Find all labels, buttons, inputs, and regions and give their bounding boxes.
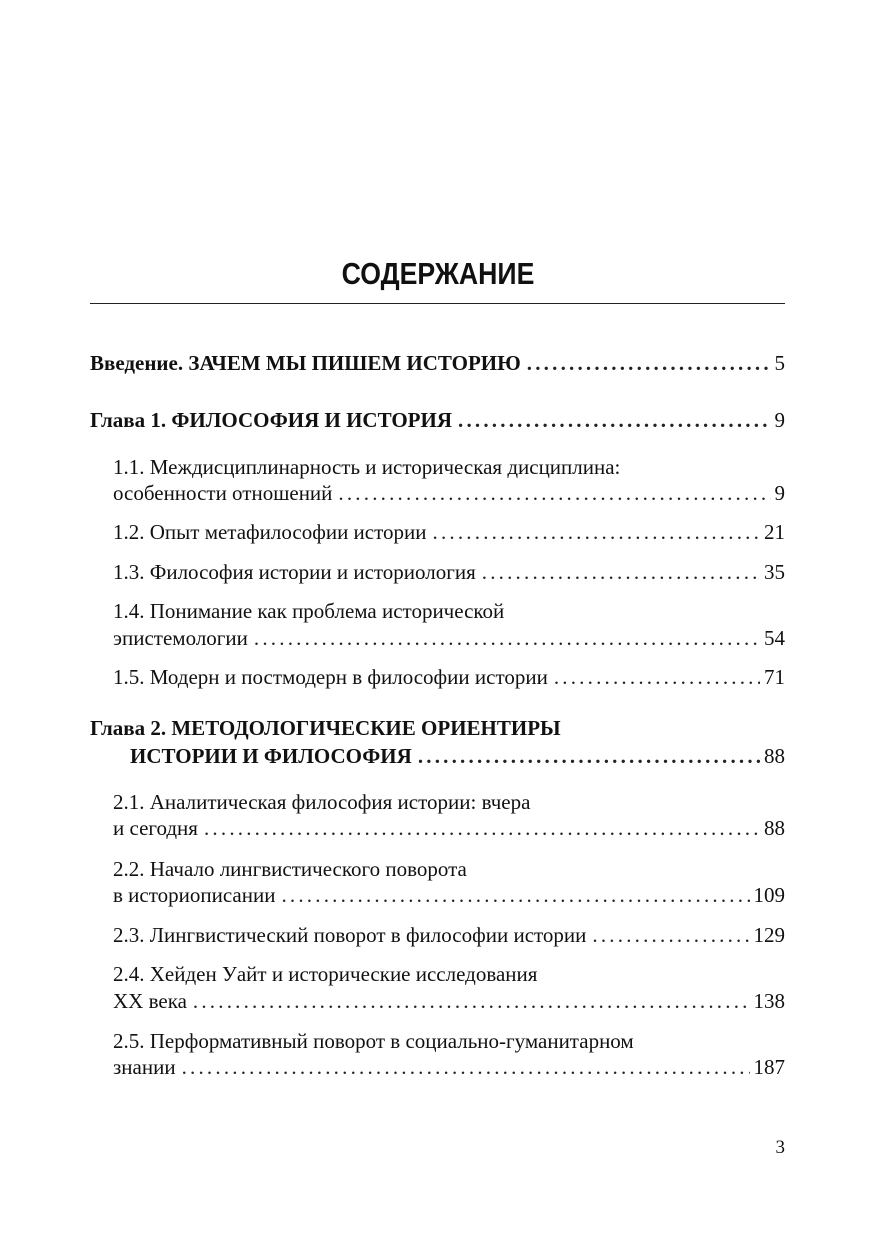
toc-page-number: 9 [774, 408, 785, 432]
toc-page-number: 5 [774, 351, 785, 375]
toc-page-number: 88 [764, 816, 785, 840]
toc-entry-text: в историописании [113, 883, 276, 907]
dot-leader [281, 882, 749, 908]
toc-page-number: 35 [764, 560, 785, 584]
dot-leader [418, 743, 760, 769]
toc-entry-1-1-line2[interactable] [113, 480, 785, 506]
toc-entry-2-2-line1[interactable] [113, 856, 785, 882]
toc-page-number: 129 [753, 923, 785, 947]
toc-page-number: 71 [764, 665, 785, 689]
toc-entry-1-4-line1[interactable] [113, 598, 785, 624]
toc-entry-2-1-line2[interactable] [113, 815, 785, 841]
toc-entry-text: 2.4. Хейден Уайт и исторические исследования [113, 962, 538, 986]
toc-entry-text: 2.5. Перформативный поворот в социально-гуманитарном [113, 1029, 634, 1053]
toc-entry-2-2-line2[interactable] [113, 882, 785, 908]
toc-entry-1-4-line2[interactable] [113, 625, 785, 651]
toc-entry-2-4-line2[interactable] [113, 988, 785, 1014]
toc-entry-2-5-line2[interactable] [113, 1054, 785, 1080]
toc-page-number: 138 [753, 989, 785, 1013]
title-rule [90, 303, 785, 304]
toc-entry-chapter-2-line1[interactable] [90, 715, 785, 741]
toc-entry-text: Глава 1. ФИЛОСОФИЯ И ИСТОРИЯ [90, 408, 452, 432]
dot-leader [482, 559, 760, 585]
toc-entry-text: и сегодня [113, 816, 198, 840]
toc-entry-text: XX века [113, 989, 187, 1013]
dot-leader [527, 350, 771, 376]
toc-page-number: 21 [764, 520, 785, 544]
toc-entry-chapter-2-line2[interactable] [130, 743, 785, 769]
toc-page-number: 54 [764, 626, 785, 650]
toc-entry-text: ИСТОРИИ И ФИЛОСОФИЯ [130, 744, 412, 768]
toc-entry-text: 2.3. Лингвистический поворот в философии истории [113, 923, 587, 947]
dot-leader [458, 407, 771, 433]
toc-entry-text: 2.2. Начало лингвистического поворота [113, 857, 467, 881]
page-title: СОДЕРЖАНИЕ [341, 256, 535, 291]
page-number: 3 [775, 1137, 785, 1158]
toc-page-number: 187 [753, 1055, 785, 1079]
toc-entry-text: эпистемологии [113, 626, 248, 650]
toc-entry-text: Введение. ЗАЧЕМ МЫ ПИШЕМ ИСТОРИЮ [90, 351, 521, 375]
dot-leader [254, 625, 760, 651]
toc-entry-1-5[interactable] [113, 664, 785, 690]
toc-entry-text: Глава 2. МЕТОДОЛОГИЧЕСКИЕ ОРИЕНТИРЫ [90, 716, 561, 740]
dot-leader [204, 815, 760, 841]
toc-page-number: 88 [764, 744, 785, 768]
toc-entry-1-2[interactable] [113, 519, 785, 545]
toc-entry-2-1-line1[interactable] [113, 789, 785, 815]
toc-entry-1-1-line1[interactable] [113, 454, 785, 480]
toc-entry-2-4-line1[interactable] [113, 961, 785, 987]
toc-entry-text: 1.4. Понимание как проблема исторической [113, 599, 505, 623]
dot-leader [433, 519, 761, 545]
toc-page-number: 9 [774, 481, 785, 505]
dot-leader [592, 922, 749, 948]
toc-page-number: 109 [753, 883, 785, 907]
dot-leader [338, 480, 770, 506]
toc-entry-2-3[interactable] [113, 922, 785, 948]
toc-entry-text: особенности отношений [113, 481, 333, 505]
toc-entry-chapter-1[interactable] [90, 407, 785, 433]
toc-entry-text: 1.3. Философия истории и историология [113, 560, 476, 584]
dot-leader [182, 1054, 750, 1080]
toc-entry-2-5-line1[interactable] [113, 1028, 785, 1054]
toc-entry-introduction[interactable] [90, 350, 785, 376]
dot-leader [554, 664, 760, 690]
toc-entry-text: знании [113, 1055, 176, 1079]
toc-entry-text: 1.1. Междисциплинарность и историческая дисциплина: [113, 455, 621, 479]
toc-entry-text: 1.5. Модерн и постмодерн в философии истории [113, 665, 548, 689]
toc-entry-text: 2.1. Аналитическая философия истории: вчера [113, 790, 531, 814]
dot-leader [193, 988, 750, 1014]
toc-entry-text: 1.2. Опыт метафилософии истории [113, 520, 427, 544]
toc-entry-1-3[interactable] [113, 559, 785, 585]
